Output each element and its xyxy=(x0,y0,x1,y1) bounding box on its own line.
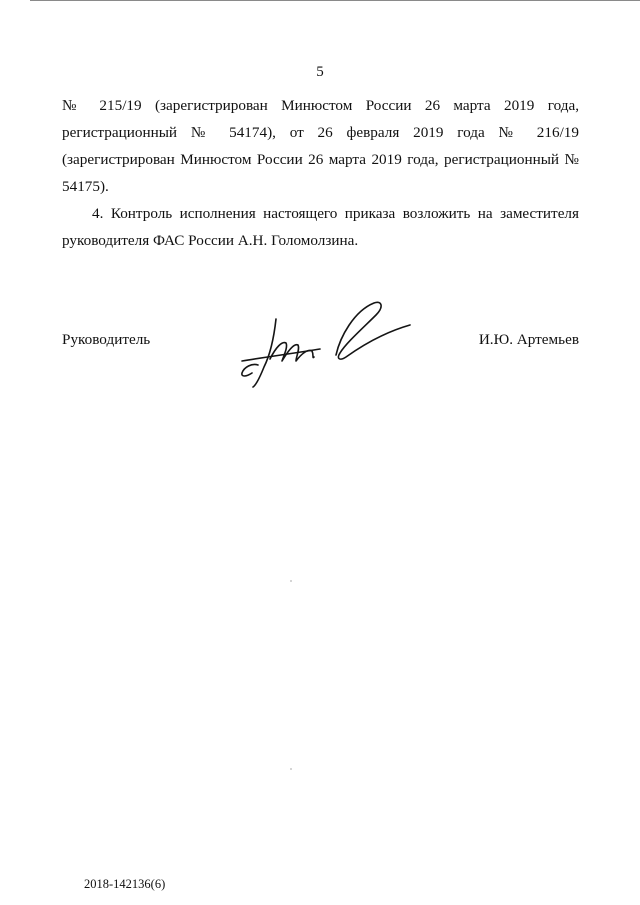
paragraph-item-4: 4. Контроль исполнения настоящего приказа возложить на заместителя руководителя ФАС России А.Н. Голомолзина. xyxy=(62,205,579,249)
handwritten-signature xyxy=(236,297,416,389)
paragraph-continuation: № 215/19 (зарегистрирован Минюстом России 26 марта 2019 года, регистрационный № 54174), от 26 февраля 2019 года № 216/19 (зарегистрирован Минюстом России 26 марта 2019 года, регистрационный № 54175). xyxy=(62,97,579,195)
signatory-title: Руководитель xyxy=(62,331,151,348)
scan-speck xyxy=(290,768,292,770)
signatory-name: И.Ю. Артемьев xyxy=(478,331,579,348)
scan-speck xyxy=(290,580,292,582)
page-number: 5 xyxy=(316,64,324,80)
document-registration-number: 2018-142136(6) xyxy=(84,877,166,891)
document-body xyxy=(62,92,579,254)
top-border-line xyxy=(30,0,640,1)
